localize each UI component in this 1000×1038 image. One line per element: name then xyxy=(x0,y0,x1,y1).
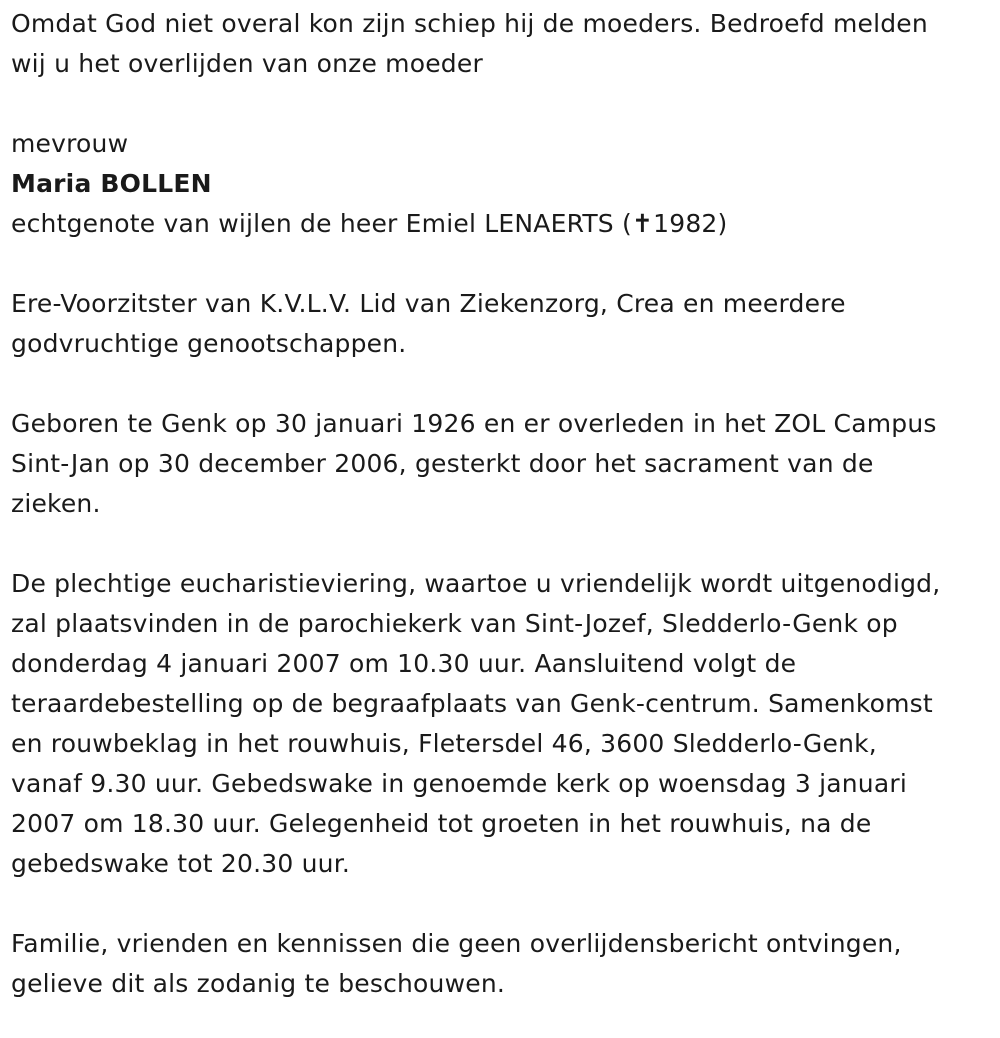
birth-death-paragraph xyxy=(11,404,988,524)
text-line: godvruchtige genootschappen. xyxy=(11,329,407,358)
text-line: mevrouw xyxy=(11,129,129,158)
text-line: Ere-Voorzitster van K.V.L.V. Lid van Ziekenzorg, Crea en meerdere xyxy=(11,289,846,318)
text-line: Sint-Jan op 30 december 2006, gesterkt door het sacrament van de xyxy=(11,449,874,478)
text-line: Familie, vrienden en kennissen die geen overlijdensbericht ontvingen, xyxy=(11,929,902,958)
text-line: en rouwbeklag in het rouwhuis, Fletersdel 46, 3600 Sledderlo-Genk, xyxy=(11,729,877,758)
text-line: donderdag 4 januari 2007 om 10.30 uur. Aansluitend volgt de xyxy=(11,649,797,678)
ceremony-paragraph xyxy=(11,564,988,884)
text-line: Maria BOLLEN xyxy=(11,169,212,198)
deceased-name xyxy=(11,164,988,204)
text-line: gelieve dit als zodanig te beschouwen. xyxy=(11,969,506,998)
paragraph-gap xyxy=(11,364,988,404)
paragraph-gap xyxy=(11,84,988,124)
text-line: gebedswake tot 20.30 uur. xyxy=(11,849,351,878)
text-line: Omdat God niet overal kon zijn schiep hij de moeders. Bedroefd melden xyxy=(11,9,928,38)
text-line: 2007 om 18.30 uur. Gelegenheid tot groeten in het rouwhuis, na de xyxy=(11,809,872,838)
text-line: vanaf 9.30 uur. Gebedswake in genoemde kerk op woensdag 3 januari xyxy=(11,769,907,798)
text-line: wij u het overlijden van onze moeder xyxy=(11,49,483,78)
salutation xyxy=(11,124,988,164)
text-line: zieken. xyxy=(11,489,101,518)
paragraph-gap xyxy=(11,244,988,284)
text-line: De plechtige eucharistieviering, waartoe u vriendelijk wordt uitgenodigd, xyxy=(11,569,941,598)
closing-paragraph xyxy=(11,924,988,1004)
text-line: zal plaatsvinden in de parochiekerk van Sint-Jozef, Sledderlo-Genk op xyxy=(11,609,898,638)
intro-paragraph xyxy=(11,4,988,84)
membership-paragraph xyxy=(11,284,988,364)
text-line: teraardebestelling op de begraafplaats van Genk-centrum. Samenkomst xyxy=(11,689,933,718)
paragraph-gap xyxy=(11,524,988,564)
paragraph-gap xyxy=(11,884,988,924)
text-line: echtgenote van wijlen de heer Emiel LENAERTS (✝1982) xyxy=(11,209,728,238)
spouse-line xyxy=(11,204,988,244)
text-line: Geboren te Genk op 30 januari 1926 en er overleden in het ZOL Campus xyxy=(11,409,937,438)
